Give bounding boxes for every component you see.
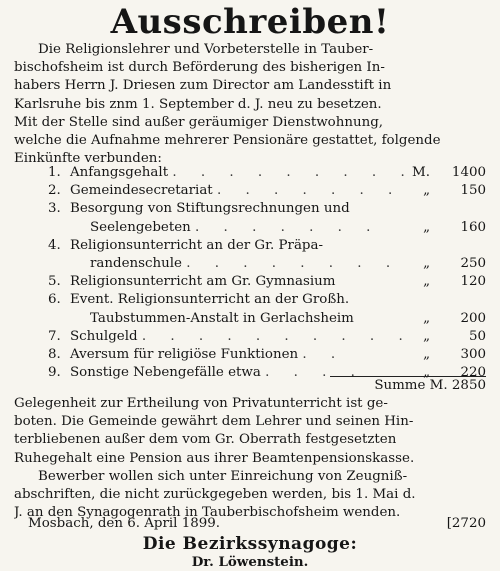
outro-paragraph: [14, 395, 486, 522]
intro-line: bischofsheim ist durch Beförderung des bisherigen In-: [14, 60, 385, 76]
signatory-organization: Die Bezirkssynagoge:: [142, 534, 358, 554]
income-item: 1. Anfangsgehalt . . . . . . . . . M. 1400: [48, 165, 486, 180]
income-item: 2. Gemeindesecretariat . . . . . . . „ 150: [48, 183, 486, 199]
intro-line: Einkünfte verbunden:: [14, 151, 162, 167]
income-item: 8. Aversum für religiöse Funktionen . . „ 300: [48, 346, 486, 362]
intro-line: Karlsruhe bis znm 1. September d. J. neu zu besetzen.: [14, 96, 382, 112]
income-item: 9. Sonstige Nebengefälle etwa . . . . „ 220: [48, 365, 486, 381]
income-item-continuation: Seelengebeten . . . . . . . „ 160: [90, 219, 486, 235]
income-item: 3. Besorgung von Stiftungsrechnungen und: [48, 201, 350, 217]
outro-line: terbliebenen außer dem vom Gr. Oberrath festgesetzten: [14, 432, 397, 448]
sum-total: Summe M. 2850: [374, 378, 486, 393]
income-item: 7. Schulgeld . . . . . . . . . . „ 50: [48, 328, 486, 344]
outro-line: Gelegenheit zur Ertheilung von Privatunterricht ist ge-: [14, 396, 388, 411]
income-item: 5. Religionsunterricht am Gr. Gymnasium „ 120: [48, 274, 486, 290]
reference-number: [2720: [446, 516, 486, 531]
outro-line: abschriften, die nicht zurückgegeben werden, bis 1. Mai d.: [14, 487, 416, 503]
income-item: 6. Event. Religionsunterricht an der Großh.: [48, 292, 350, 308]
income-item: 4. Religionsunterricht an der Gr. Präpa-: [48, 237, 324, 253]
intro-line: welche die Aufnahme mehrerer Pensionäre gestattet, folgende: [14, 133, 441, 149]
signatory-name: Dr. Löwenstein.: [191, 554, 309, 570]
outro-line: Bewerber wollen sich unter Einreichung von Zeugniß-: [38, 468, 408, 484]
intro-line: Mit der Stelle sind außer geräumiger Dienstwohnung,: [14, 114, 384, 130]
intro-line: habers Herrn J. Driesen zum Director am Landesstift in: [14, 78, 392, 94]
outro-line: Ruhegehalt eine Pension aus ihrer Beamtenpensionskasse.: [14, 450, 415, 466]
place-date: Mosbach, den 6. April 1899.: [28, 516, 221, 531]
intro-paragraph: [14, 41, 486, 168]
intro-line: Die Religionslehrer und Vorbeterstelle in Tauber-: [38, 42, 374, 57]
outro-line: boten. Die Gemeinde gewährt dem Lehrer und seinen Hin-: [14, 414, 414, 430]
income-list: [14, 164, 486, 382]
income-item-continuation: randenschule . . . . . . . . „ 250: [90, 255, 486, 271]
ad-title: Ausschreiben!: [110, 2, 390, 42]
outro-line: J. an den Synagogenrath in Tauberbischofsheim wenden.: [14, 505, 401, 521]
income-item-continuation: Taubstummen-Anstalt in Gerlachsheim „ 200: [90, 310, 486, 326]
